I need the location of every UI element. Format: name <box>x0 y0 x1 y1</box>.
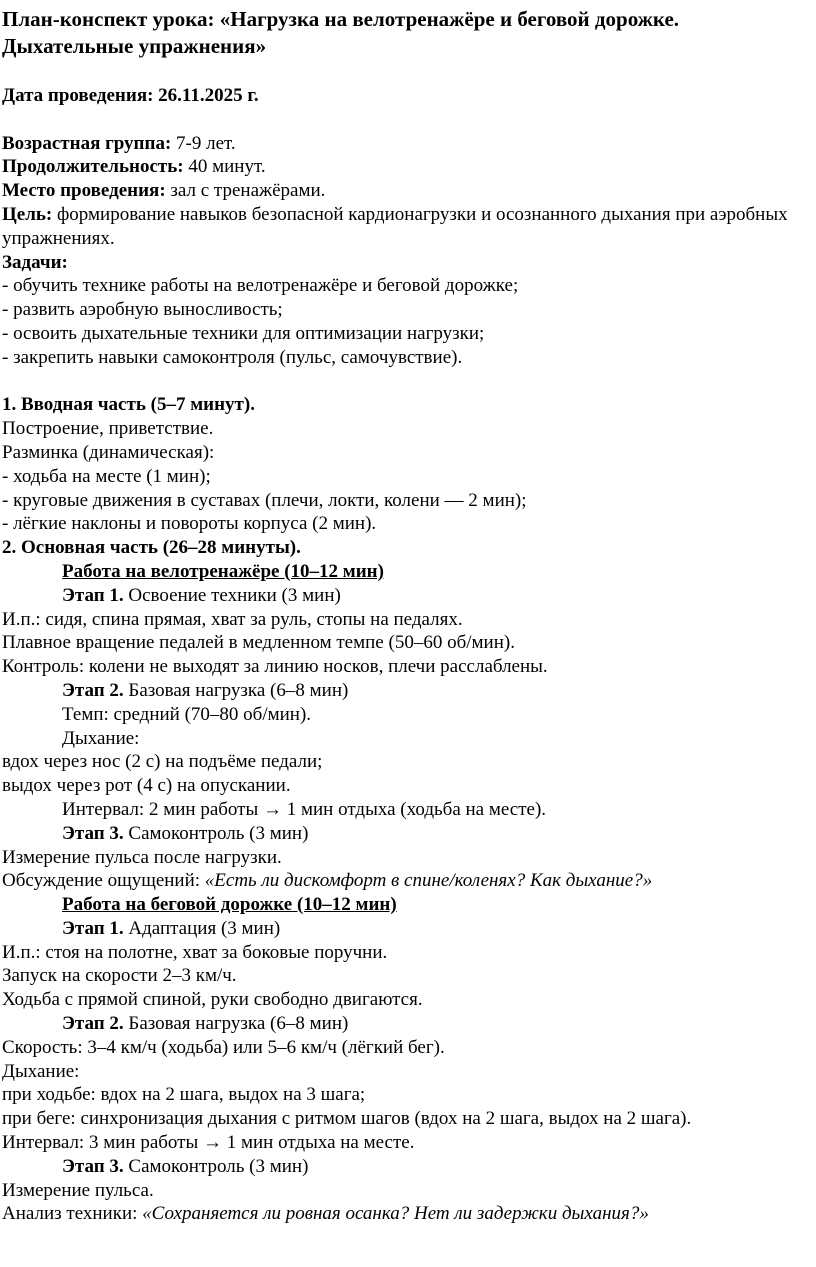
treadmill-stage1-line: Запуск на скорости 2–3 км/ч. <box>2 965 237 987</box>
bike-stage1 <box>2 584 810 608</box>
intro-line: Построение, приветствие. <box>2 418 214 440</box>
treadmill-heading: Работа на беговой дорожке (10–12 мин) <box>62 894 397 916</box>
age-group-line <box>2 132 810 156</box>
intro-line: - круговые движения в суставах (плечи, локти, колени — 2 мин); <box>2 489 527 511</box>
bike-stage2-label: Этап 2. <box>62 679 124 701</box>
treadmill-stage1-line: Ходьба с прямой спиной, руки свободно двигаются. <box>2 989 423 1011</box>
bike-stage2-value: Базовая нагрузка (6–8 мин) <box>123 679 349 701</box>
intro-heading: 1. Вводная часть (5–7 минут). <box>2 394 255 416</box>
age-group-value: 7-9 лет. <box>171 132 236 154</box>
treadmill-stage2-line: Скорость: 3–4 км/ч (ходьба) или 5–6 км/ч (лёгкий бег). <box>2 1036 445 1058</box>
bike-interval: Интервал: 2 мин работы → 1 мин отдыха (ходьба на месте). <box>62 798 547 820</box>
bike-stage3-label: Этап 3. <box>62 822 124 844</box>
duration-value: 40 минут. <box>183 156 266 178</box>
task-item: - развить аэробную выносливость; <box>2 299 283 321</box>
treadmill-pulse: Измерение пульса. <box>2 1179 154 1201</box>
treadmill-analysis-label: Анализ техники: <box>2 1203 143 1225</box>
bike-heading: Работа на велотренажёре (10–12 мин) <box>62 560 384 582</box>
bike-discussion <box>2 869 810 893</box>
goal-value: формирование навыков безопасной кардионагрузки и осознанного дыхания при аэробных упражнениях. <box>2 203 788 249</box>
treadmill-stage1-label: Этап 1. <box>62 917 124 939</box>
place-line <box>2 179 810 203</box>
bike-discussion-quote: «Есть ли дискомфорт в спине/коленях? Как дыхание?» <box>204 870 653 892</box>
place-label: Место проведения: <box>2 180 166 202</box>
task-item: - освоить дыхательные техники для оптимизации нагрузки; <box>2 322 485 344</box>
treadmill-stage2-line: Дыхание: <box>2 1060 80 1082</box>
treadmill-stage2-line: Интервал: 3 мин работы → 1 мин отдыха на месте. <box>2 1132 415 1154</box>
bike-stage1-line: Плавное вращение педалей в медленном темпе (50–60 об/мин). <box>2 632 515 654</box>
bike-pulse: Измерение пульса после нагрузки. <box>2 846 282 868</box>
treadmill-stage1 <box>2 917 810 941</box>
treadmill-stage1-value: Адаптация (3 мин) <box>123 917 281 939</box>
age-group-label: Возрастная группа: <box>2 132 172 154</box>
treadmill-analysis-quote: «Сохраняется ли ровная осанка? Нет ли задержки дыхания?» <box>142 1203 649 1225</box>
document-page <box>0 6 816 1267</box>
goal-label: Цель: <box>2 203 53 225</box>
bike-stage3-value: Самоконтроль (3 мин) <box>123 822 309 844</box>
duration-label: Продолжительность: <box>2 156 184 178</box>
bike-breathing: Дыхание: <box>62 727 140 749</box>
bike-stage1-value: Освоение техники (3 мин) <box>123 584 341 606</box>
place-value: зал с тренажёрами. <box>165 180 326 202</box>
treadmill-stage2 <box>2 1012 810 1036</box>
task-item: - закрепить навыки самоконтроля (пульс, самочувствие). <box>2 346 463 368</box>
treadmill-stage2-line: при беге: синхронизация дыхания с ритмом шагов (вдох на 2 шага, выдох на 2 шага). <box>2 1108 692 1130</box>
page-title: План-конспект урока: «Нагрузка на велотренажёре и беговой дорожке. Дыхательные упражнения» <box>2 7 680 58</box>
bike-discussion-label: Обсуждение ощущений: <box>2 870 205 892</box>
bike-stage2 <box>2 679 810 703</box>
intro-line: - лёгкие наклоны и повороты корпуса (2 мин). <box>2 513 377 535</box>
bike-stage1-line: Контроль: колени не выходят за линию носков, плечи расслаблены. <box>2 656 548 678</box>
bike-stage1-line: И.п.: сидя, спина прямая, хват за руль, стопы на педалях. <box>2 608 463 630</box>
bike-stage1-label: Этап 1. <box>62 584 124 606</box>
bike-tempo: Темп: средний (70–80 об/мин). <box>62 703 312 725</box>
treadmill-stage1-line: И.п.: стоя на полотне, хват за боковые поручни. <box>2 941 388 963</box>
intro-line: - ходьба на месте (1 мин); <box>2 465 211 487</box>
bike-stage3 <box>2 822 810 846</box>
goal-line <box>2 203 810 251</box>
main-heading: 2. Основная часть (26–28 минуты). <box>2 537 301 559</box>
lesson-date: Дата проведения: 26.11.2025 г. <box>2 85 259 106</box>
treadmill-stage3-value: Самоконтроль (3 мин) <box>123 1155 309 1177</box>
duration-line <box>2 155 810 179</box>
treadmill-stage2-value: Базовая нагрузка (6–8 мин) <box>123 1013 349 1035</box>
bike-inhale: вдох через нос (2 с) на подъёме педали; <box>2 751 323 773</box>
treadmill-stage3 <box>2 1155 810 1179</box>
treadmill-stage2-line: при ходьбе: вдох на 2 шага, выдох на 3 шага; <box>2 1084 366 1106</box>
tasks-label: Задачи: <box>2 251 68 273</box>
treadmill-analysis <box>2 1202 810 1226</box>
treadmill-stage3-label: Этап 3. <box>62 1155 124 1177</box>
task-item: - обучить технике работы на велотренажёре и беговой дорожке; <box>2 275 519 297</box>
treadmill-stage2-label: Этап 2. <box>62 1013 124 1035</box>
intro-line: Разминка (динамическая): <box>2 441 215 463</box>
bike-exhale: выдох через рот (4 с) на опускании. <box>2 775 291 797</box>
